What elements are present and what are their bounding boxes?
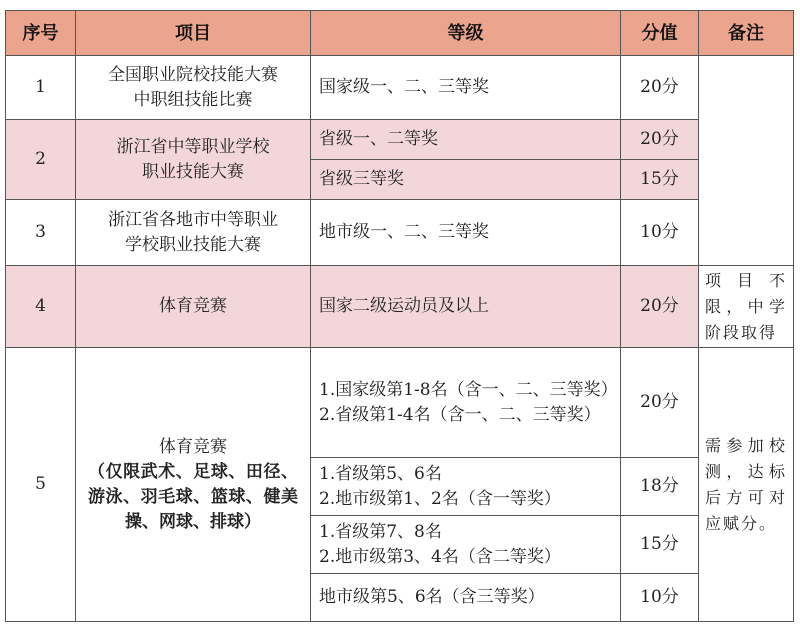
project-scope: （仅限武术、足球、田径、游泳、羽毛球、篮球、健美操、网球、排球） [88,461,298,532]
project-line: 学校职业技能大赛 [125,234,261,255]
header-score: 分值 [621,11,699,56]
table-row [6,348,794,458]
row-note-empty [699,56,794,266]
project-line: 浙江省各地市中等职业 [108,209,278,230]
row-level: 国家二级运动员及以上 [311,266,621,348]
level-line: 2.地市级第3、4名（含二等奖） [319,546,561,567]
row-no: 5 [6,348,76,622]
row-score: 18分 [621,458,699,516]
row-project [76,120,311,200]
level-line: 2.地市级第1、2名（含一等奖） [319,488,561,509]
row-level [311,516,621,574]
header-level: 等级 [311,11,621,56]
project-line: 浙江省中等职业学校 [116,136,270,157]
row-level: 地市级一、二、三等奖 [311,200,621,266]
row-score: 15分 [621,160,699,200]
row-no: 1 [6,56,76,120]
row-score: 20分 [621,266,699,348]
score-table-container [5,10,794,622]
row-note: 需参加校测，达标后方可对应赋分。 [699,348,794,622]
table-row [6,266,794,348]
row-level [311,458,621,516]
row-level: 省级三等奖 [311,160,621,200]
row-score: 10分 [621,574,699,622]
row-project [76,348,311,622]
row-project: 体育竞赛 [76,266,311,348]
level-line: 2.省级第1-4名（含一、二、三等奖） [319,404,601,425]
header-no: 序号 [6,11,76,56]
level-line: 1.国家级第1-8名（含一、二、三等奖） [319,379,618,400]
row-score: 15分 [621,516,699,574]
header-row [6,11,794,56]
row-project [76,56,311,120]
header-project: 项目 [76,11,311,56]
row-level: 省级一、二等奖 [311,120,621,160]
table-row [6,120,794,160]
row-no: 4 [6,266,76,348]
row-score: 20分 [621,120,699,160]
row-score: 10分 [621,200,699,266]
project-line: 全国职业院校技能大赛 [108,64,278,85]
level-line: 1.省级第7、8名 [319,521,442,542]
level-line: 1.省级第5、6名 [319,463,442,484]
row-no: 3 [6,200,76,266]
table-row [6,200,794,266]
row-score: 20分 [621,348,699,458]
row-no: 2 [6,120,76,200]
row-level: 国家级一、二、三等奖 [311,56,621,120]
row-level [311,348,621,458]
header-note: 备注 [699,11,794,56]
row-level: 地市级第5、6名（含三等奖） [311,574,621,622]
project-line: 中职组技能比赛 [133,89,253,110]
row-note: 项目不限，中学阶段取得 [699,266,794,348]
project-line: 体育竞赛 [159,436,227,457]
row-project [76,200,311,266]
score-table [5,10,794,622]
row-score: 20分 [621,56,699,120]
project-line: 职业技能大赛 [142,161,244,182]
table-row [6,56,794,120]
